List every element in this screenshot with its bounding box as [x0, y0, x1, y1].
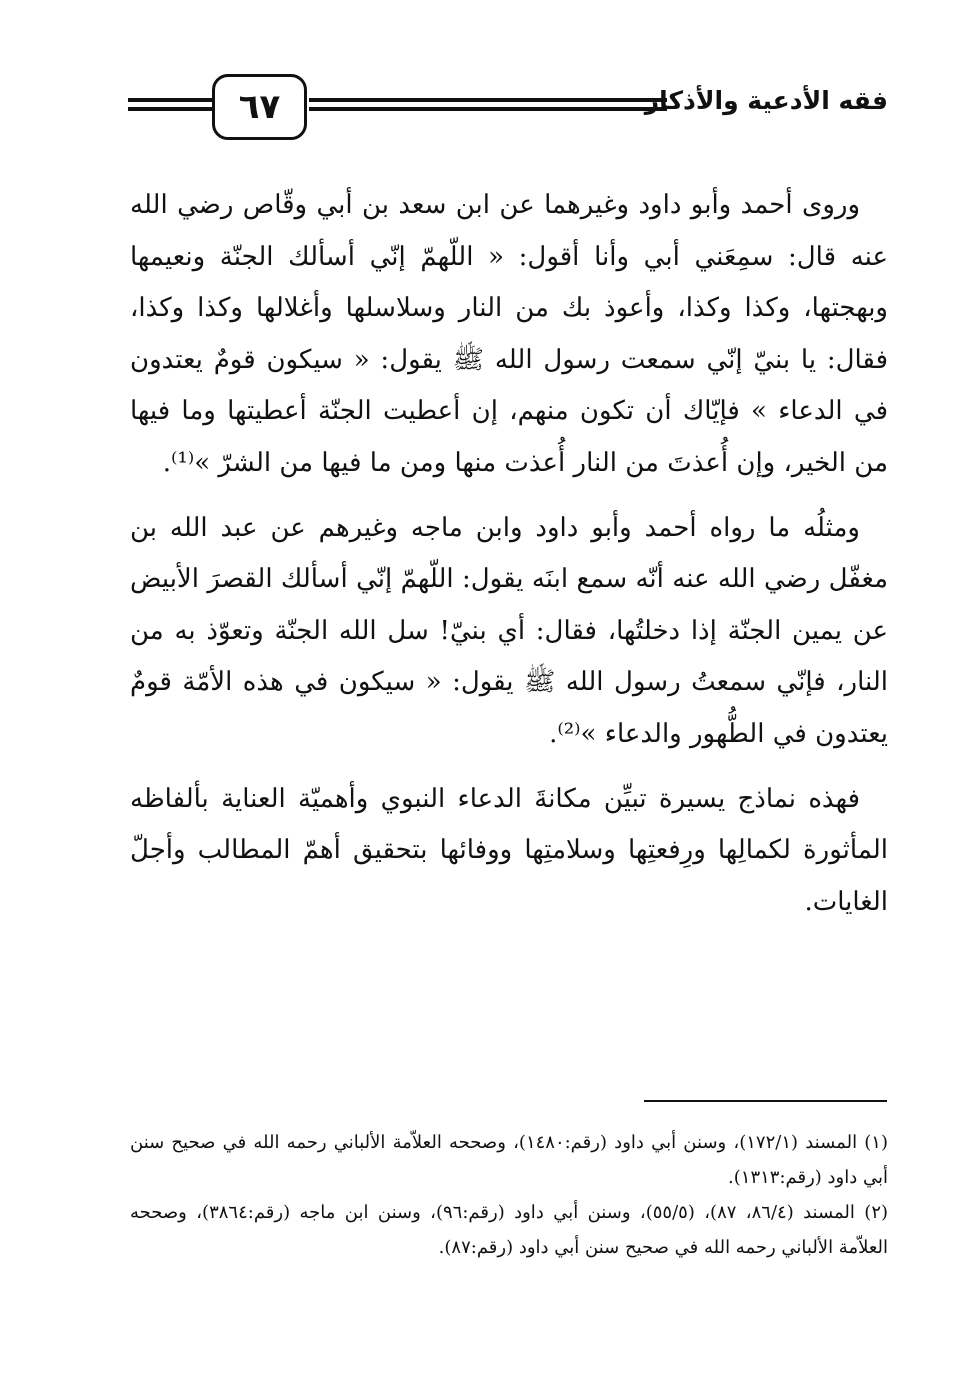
header-rule-right-bottom: [309, 107, 667, 111]
header-rule-right-top: [309, 98, 667, 102]
paragraph-3: فهذه نماذج يسيرة تبيِّن مكانةَ الدعاء النبوي وأهميّة العناية بألفاظه المأثورة لكمالِها ورِفعتِها وسلامتِها ووفائها بتحقيق أهمّ المطالب وأجلّ الغايات.: [130, 783, 888, 917]
paragraph-1: وروى أحمد وأبو داود وغيرهما عن ابن سعد بن أبي وقّاص رضي الله عنه قال: سمِعَني أبي وأنا أقول: « اللّهمّ إنّي أسألك الجنّة ونعيمها وبهجتها، وكذا وكذا، وأعوذ بك من النار وسلاسلها وأغلالها وكذا وكذا، فقال: يا بنيّ إنّي سمعت رسول الله ﷺ يقول: « سيكون قومٌ يعتدون في الدعاء » فإيّاك أن تكون منهم، إن أعطيت الجنّة أعطيتها وما فيها من الخير، وإن أُعذتَ من النار أُعذت منها ومن ما فيها من الشرّ »⁽¹⁾.: [130, 190, 888, 478]
page-number-box: [212, 74, 307, 140]
header-rule-left-bottom: [128, 107, 212, 111]
footnote-2: (٢) المسند (٨٦/٤، ٨٧)، (٥٥/٥)، وسنن أبي داود (رقم:٩٦)، وسنن ابن ماجه (رقم:٣٨٦٤)، وصححه العلاّمة الألباني رحمه الله في صحيح سنن أبي داود (رقم:٨٧).: [130, 1202, 889, 1258]
footnote-separator: [644, 1100, 887, 1102]
page-header: [128, 74, 888, 146]
footnote-1: (١) المسند (١٧٢/١)، وسنن أبي داود (رقم:١٤٨٠)، وصححه العلاّمة الألباني رحمه الله في صحيح سنن أبي داود (رقم:١٣١٣).: [130, 1132, 888, 1188]
running-title: فقه الأدعية والأذكار: [644, 86, 888, 115]
paragraph-2: ومثلُه ما رواه أحمد وأبو داود وابن ماجه وغيرهم عن عبد الله بن مغفّل رضي الله عنه أنّه سمع ابنَه يقول: اللّهمّ إنّي أسألك القصرَ الأبيض عن يمين الجنّة إذا دخلتُها، فقال: أي بنيّ! سل الله الجنّة وتعوّذ به من النار، فإنّي سمعتُ رسول الله ﷺ يقول: « سيكون في هذه الأمّة قومٌ يعتدون في الطُّهور والدعاء »⁽²⁾.: [130, 512, 888, 749]
body-text: [130, 180, 888, 928]
page-number: ٦٧: [238, 87, 281, 127]
header-rule-left-top: [128, 98, 212, 102]
footnotes: [130, 1125, 888, 1265]
